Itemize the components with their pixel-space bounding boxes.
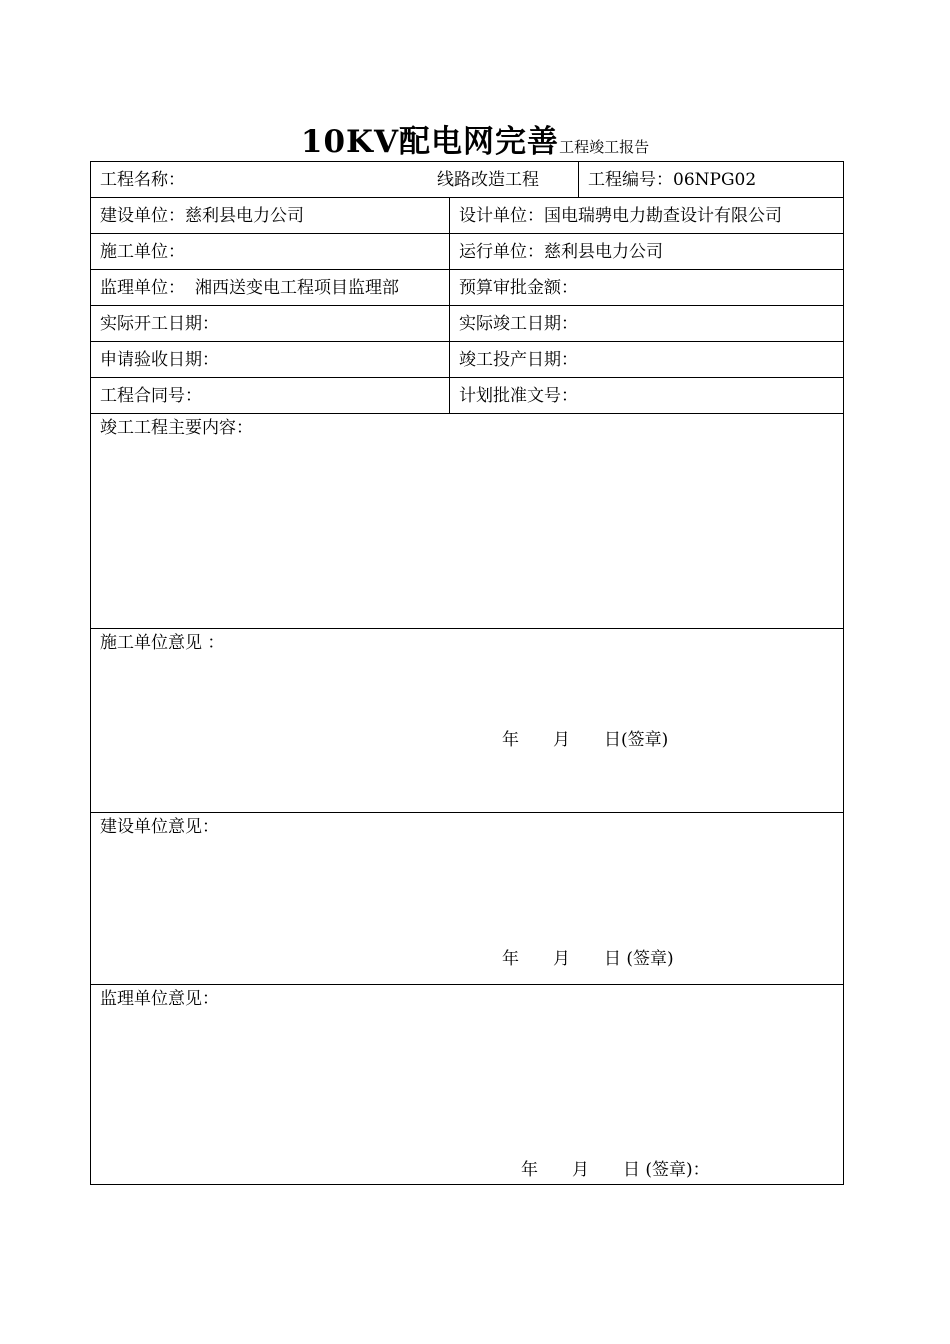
design-unit-label: 设计单位： [459,205,544,226]
row-construction-opinion [91,629,844,813]
row-start-finish [91,306,844,342]
report-title [0,116,950,161]
design-unit-value: 国电瑞骋电力勘查设计有限公司 [544,205,782,226]
supervision-unit-value: 湘西送变电工程项目监理部 [195,277,399,298]
supervision-sign-date: 年 月 日 (签章)： [521,1160,710,1180]
actual-start-label: 实际开工日期： [100,313,219,334]
budget-cell [450,270,844,306]
construction-sign-date: 年 月 日(签章) [502,730,669,750]
build-unit-cell [91,198,450,234]
completion-report-table [90,161,844,1185]
row-acceptance-production [91,342,844,378]
supervision-opinion-cell [91,985,844,1185]
build-opinion-label: 建设单位意见： [100,817,219,837]
project-name-value: 线路改造工程 [437,169,539,190]
supervision-opinion-label: 监理单位意见： [100,989,219,1009]
row-supervision-opinion [91,985,844,1185]
report-title-sub: 工程竣工报告 [559,138,650,156]
build-opinion-cell [91,813,844,985]
production-date-cell [450,342,844,378]
actual-start-cell [91,306,450,342]
project-name-label: 工程名称： [100,169,185,190]
design-unit-cell [450,198,844,234]
row-main-content [91,414,844,629]
build-unit-value: 慈利县电力公司 [185,205,304,226]
project-name-cell [91,162,579,198]
contract-no-label: 工程合同号： [100,385,202,406]
supervision-unit-cell [91,270,450,306]
project-no-cell [579,162,844,198]
report-title-main: 10KV配电网完善 [300,124,560,160]
operation-unit-cell [450,234,844,270]
operation-unit-value: 慈利县电力公司 [544,241,663,262]
build-sign-date: 年 月 日 (签章) [502,949,674,969]
actual-finish-label: 实际竣工日期： [459,313,578,334]
row-project-name [91,162,844,198]
row-build-opinion [91,813,844,985]
construction-unit-label: 施工单位： [100,241,185,262]
project-no-label: 工程编号： [588,169,673,190]
row-build-design [91,198,844,234]
contract-no-cell [91,378,450,414]
construction-unit-cell [91,234,450,270]
acceptance-date-cell [91,342,450,378]
row-supervision-budget [91,270,844,306]
row-construction-operation [91,234,844,270]
row-contract-plan [91,378,844,414]
plan-doc-no-cell [450,378,844,414]
build-unit-label: 建设单位： [100,205,185,226]
project-no-value: 06NPG02 [673,169,757,190]
plan-doc-no-label: 计划批准文号： [459,385,578,406]
construction-opinion-label: 施工单位意见 ： [100,633,225,653]
main-content-cell [91,414,844,629]
acceptance-date-label: 申请验收日期： [100,349,219,370]
production-date-label: 竣工投产日期： [459,349,578,370]
main-content-label: 竣工工程主要内容： [100,418,253,438]
actual-finish-cell [450,306,844,342]
budget-label: 预算审批金额： [459,277,578,298]
construction-opinion-cell [91,629,844,813]
supervision-unit-label: 监理单位： [100,277,185,298]
operation-unit-label: 运行单位： [459,241,544,262]
